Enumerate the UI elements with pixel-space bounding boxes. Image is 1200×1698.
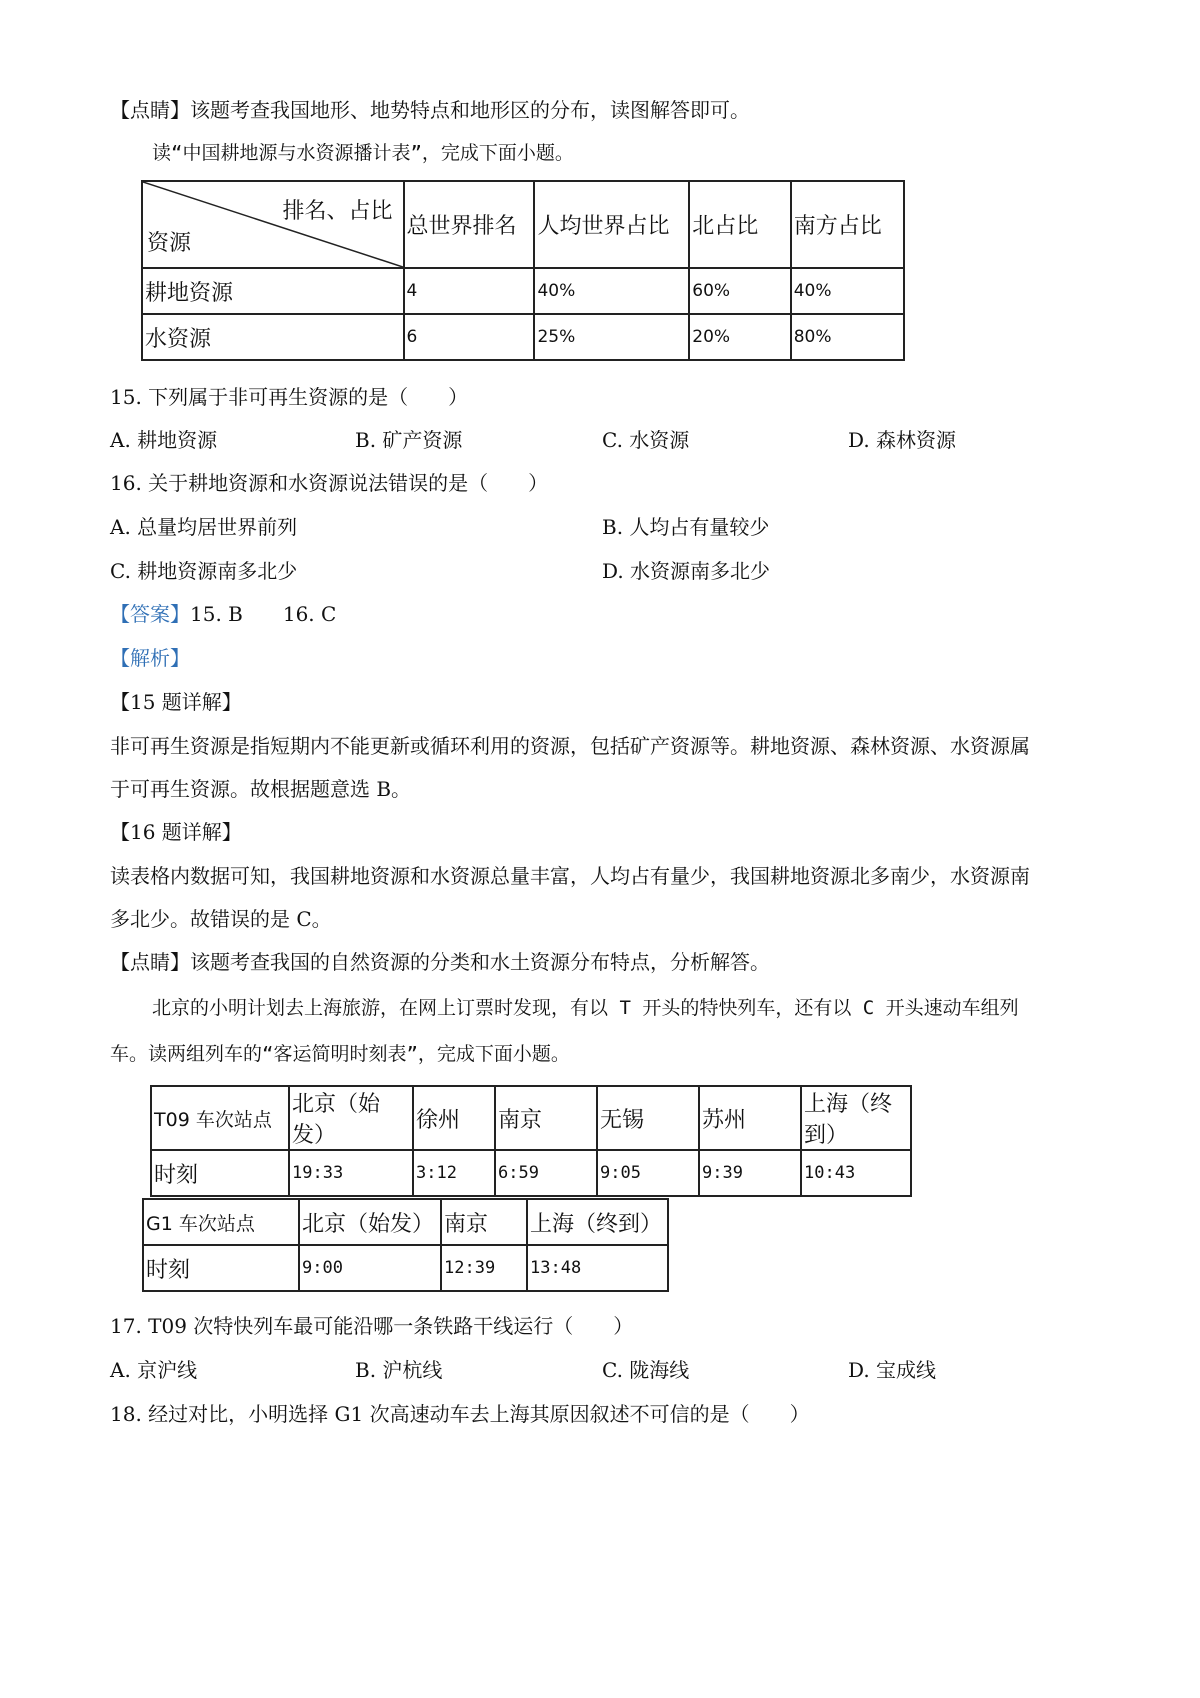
detail-15-text: 于可再生资源。故根据题意选 B。 xyxy=(110,777,412,801)
question-16-stem: 16. 关于耕地资源和水资源说法错误的是（ ） xyxy=(110,471,549,495)
train-intro: 北京的小明计划去上海旅游，在网上订票时发现，有以 T 开头的特快列车，还有以 C 开头速动车组列 xyxy=(152,997,1019,1019)
timetable-cell: 13:48 xyxy=(527,1245,668,1291)
q17-option-a: A. 京沪线 xyxy=(110,1358,198,1382)
q15-option-a: A. 耕地资源 xyxy=(110,428,218,452)
timetable-header: 苏州 xyxy=(699,1086,801,1150)
timetable-cell: 3:12 xyxy=(413,1150,495,1196)
table-cell: 6 xyxy=(404,314,535,360)
timetable-cell: 9:05 xyxy=(597,1150,699,1196)
answer-text: 15. B 16. C xyxy=(190,602,337,626)
table-row xyxy=(142,314,904,360)
q16-option-b: B. 人均占有量较少 xyxy=(602,515,770,539)
timetable-cell: 6:59 xyxy=(495,1150,597,1196)
timetable-header: 徐州 xyxy=(413,1086,495,1150)
q17-option-d: D. 宝成线 xyxy=(848,1358,937,1382)
detail-16-text: 读表格内数据可知，我国耕地资源和水资源总量丰富，人均占有量少，我国耕地资源北多南少，水资源南 xyxy=(110,864,1030,888)
detail-15-text: 非可再生资源是指短期内不能更新或循环利用的资源，包括矿产资源等。耕地资源、森林资源、水资源属 xyxy=(110,734,1030,758)
table-cell: 80% xyxy=(791,314,904,360)
table-cell: 20% xyxy=(689,314,790,360)
table-header: 总世界排名 xyxy=(404,181,535,268)
q16-option-d: D. 水资源南多北少 xyxy=(602,559,771,583)
timetable-header: 南京 xyxy=(441,1199,527,1245)
table-header: 南方占比 xyxy=(791,181,904,268)
table-corner-cell xyxy=(142,181,404,268)
table-header: 人均世界占比 xyxy=(534,181,689,268)
corner-bottom-label: 资源 xyxy=(147,231,192,256)
question-18-stem: 18. 经过对比，小明选择 G1 次高速动车去上海其原因叙述不可信的是（ ） xyxy=(110,1402,810,1426)
table-cell: 25% xyxy=(534,314,689,360)
timetable-cell: 9:00 xyxy=(299,1245,441,1291)
timetable-cell: 19:33 xyxy=(289,1150,413,1196)
row-name: 耕地资源 xyxy=(142,268,404,314)
table-cell: 60% xyxy=(689,268,790,314)
table-cell: 40% xyxy=(534,268,689,314)
table-cell: 40% xyxy=(791,268,904,314)
dianjing-note-1: 【点睛】该题考查我国地形、地势特点和地形区的分布，读图解答即可。 xyxy=(110,98,750,122)
timetable-header: 上海（终到） xyxy=(801,1086,911,1150)
corner-top-label: 排名、占比 xyxy=(282,199,393,224)
q15-option-d: D. 森林资源 xyxy=(848,428,957,452)
answer-label: 【答案】 xyxy=(110,602,190,626)
timetable-header: T09 车次站点 xyxy=(151,1086,289,1150)
table-header: 北占比 xyxy=(689,181,790,268)
q16-option-c: C. 耕地资源南多北少 xyxy=(110,559,298,583)
q17-option-c: C. 陇海线 xyxy=(602,1358,690,1382)
answer-line xyxy=(110,600,336,628)
analysis-label: 【解析】 xyxy=(110,646,190,670)
timetable-cell: 时刻 xyxy=(143,1245,299,1291)
table-intro-1: 读“中国耕地源与水资源播计表”，完成下面小题。 xyxy=(152,142,574,164)
row-name: 水资源 xyxy=(142,314,404,360)
q17-option-b: B. 沪杭线 xyxy=(355,1358,443,1382)
timetable-header: 北京（始发） xyxy=(299,1199,441,1245)
timetable-cell: 时刻 xyxy=(151,1150,289,1196)
table-row xyxy=(142,268,904,314)
question-15-stem: 15. 下列属于非可再生资源的是（ ） xyxy=(110,385,469,409)
table-row xyxy=(143,1245,668,1291)
timetable-cell: 9:39 xyxy=(699,1150,801,1196)
timetable-header: 南京 xyxy=(495,1086,597,1150)
dianjing-note-2: 【点睛】该题考查我国的自然资源的分类和水土资源分布特点，分析解答。 xyxy=(110,950,770,974)
resource-table xyxy=(141,180,905,361)
timetable-cell: 12:39 xyxy=(441,1245,527,1291)
table-row xyxy=(151,1150,911,1196)
q15-option-c: C. 水资源 xyxy=(602,428,690,452)
t09-timetable xyxy=(150,1085,912,1197)
timetable-cell: 10:43 xyxy=(801,1150,911,1196)
timetable-header: G1 车次站点 xyxy=(143,1199,299,1245)
train-intro: 车。读两组列车的“客运简明时刻表”，完成下面小题。 xyxy=(110,1043,570,1065)
timetable-header: 无锡 xyxy=(597,1086,699,1150)
question-17-stem: 17. T09 次特快列车最可能沿哪一条铁路干线运行（ ） xyxy=(110,1314,634,1338)
q16-option-a: A. 总量均居世界前列 xyxy=(110,515,298,539)
timetable-header: 北京（始发） xyxy=(289,1086,413,1150)
table-cell: 4 xyxy=(404,268,535,314)
timetable-header: 上海（终到） xyxy=(527,1199,668,1245)
detail-16-title: 【16 题详解】 xyxy=(110,820,242,844)
detail-16-text: 多北少。故错误的是 C。 xyxy=(110,907,332,931)
detail-15-title: 【15 题详解】 xyxy=(110,690,242,714)
g1-timetable xyxy=(142,1198,669,1292)
q15-option-b: B. 矿产资源 xyxy=(355,428,463,452)
